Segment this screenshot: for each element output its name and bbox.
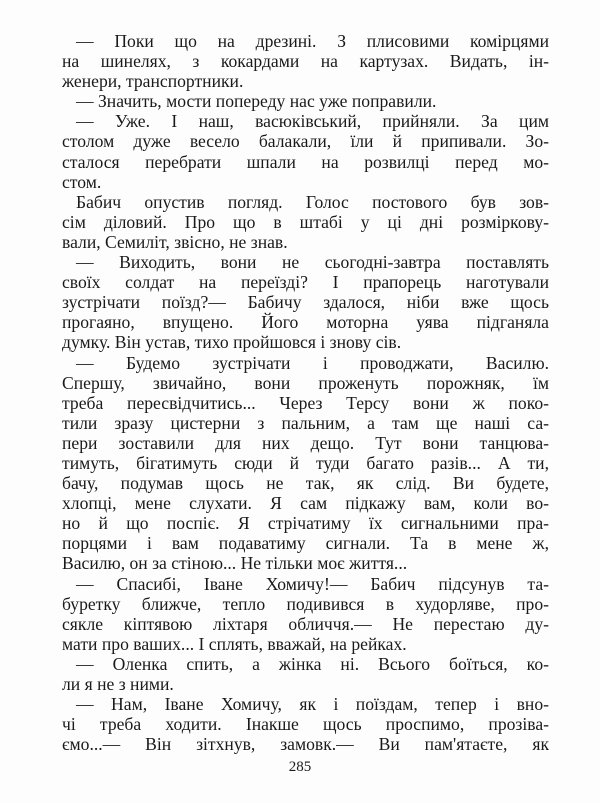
- paragraph: [62, 91, 549, 111]
- text-line: чі треба ходити. Інакше щось проспимо, прозіва-: [62, 714, 549, 735]
- text-line: — Оленка спить, а жінка ні. Всього боїться, ко-: [76, 653, 549, 674]
- text-line: вали, Семиліт, звісно, не знав.: [62, 231, 288, 252]
- text-line: тили зразу цистерни з пальним, а там ще наші са-: [62, 412, 549, 433]
- text-line: — Спасибі, Іване Хомичу!— Бабич підсунув та-: [76, 573, 549, 594]
- text-line: Василю, он за стіною... Не тільки моє життя...: [62, 553, 408, 574]
- paragraph: [62, 192, 549, 252]
- page-number: 285: [288, 759, 312, 775]
- text-line: ємо...— Він зітхнув, замовк.— Ви пам'ятаєте, як: [62, 734, 549, 755]
- text-line: но й що поспіє. Я стрічатиму їх сигнальними пра-: [62, 513, 549, 534]
- paragraph: [62, 574, 549, 654]
- paragraph: [62, 111, 549, 191]
- text-line: зустрічати поїзд?— Бабичу здалося, ніби вже щось: [62, 292, 549, 313]
- text-line: — Нам, Іване Хомичу, як і поїздам, тепер і вно-: [76, 694, 549, 715]
- text-line: хлопці, мене слухати. Я сам підкажу вам, коли во-: [62, 493, 549, 514]
- text-line: на шинелях, з кокардами на картузах. Видать, ін-: [62, 51, 549, 72]
- paragraph: [62, 31, 549, 91]
- text-line: пери зоставили для них дещо. Тут вони танцюва-: [62, 432, 549, 453]
- paragraph: [62, 654, 549, 694]
- text-line: — Будемо зустрічати і проводжати, Василю.: [76, 352, 549, 373]
- body-text: [62, 31, 549, 754]
- text-line: тимуть, бігатимуть сюди й туди багато разів... А ти,: [62, 452, 549, 473]
- paragraph: [62, 353, 549, 574]
- text-line: сім діловий. Про що в штабі у ці дні розміркову-: [62, 211, 549, 232]
- paragraph: [62, 694, 549, 754]
- text-line: буретку ближче, тепло подивився в худорляве, про-: [62, 593, 549, 614]
- text-line: сякле кіптявою ліхтаря обличчя.— Не перестаю ду-: [62, 613, 549, 634]
- text-line: своїх солдат на переїзді? І прапорець наготували: [62, 272, 549, 293]
- paragraph: [62, 252, 549, 352]
- text-line: — Виходить, вони не сьогодні-завтра поставлять: [76, 252, 549, 273]
- text-line: порцями і вам подаватиму сигнали. Та в мене ж,: [62, 533, 549, 554]
- text-line: женери, транспортники.: [62, 71, 244, 92]
- text-line: мати про ваших... І сплять, вважай, на рейках.: [62, 633, 407, 654]
- text-line: столом дуже весело балакали, їли й припивали. Зо-: [62, 131, 549, 152]
- text-line: Спершу, звичайно, вони проженуть порожняк, їм: [62, 372, 549, 393]
- text-line: прогаяно, впущено. Його моторна уява підганяла: [62, 312, 549, 333]
- text-line: Бабич опустив погляд. Голос постового був зов-: [76, 191, 549, 212]
- text-line: — Поки що на дрезині. З плисовими комірцями: [76, 31, 549, 51]
- text-line: сталося перебрати шпали на розвилці перед мо-: [62, 151, 549, 172]
- text-line: думку. Він устав, тихо пройшовся і знову сів.: [62, 332, 402, 353]
- text-line: бачу, подумав щось не так, як слід. Ви будете,: [62, 473, 549, 494]
- text-line: треба пересвідчитись... Через Терсу вони ж поко-: [62, 392, 549, 413]
- text-line: — Значить, мости попереду нас уже поправили.: [76, 91, 437, 112]
- text-line: ли я не з ними.: [62, 674, 174, 694]
- text-line: — Уже. І наш, васюківський, прийняли. За цим: [76, 111, 549, 132]
- text-line: стом.: [62, 171, 102, 192]
